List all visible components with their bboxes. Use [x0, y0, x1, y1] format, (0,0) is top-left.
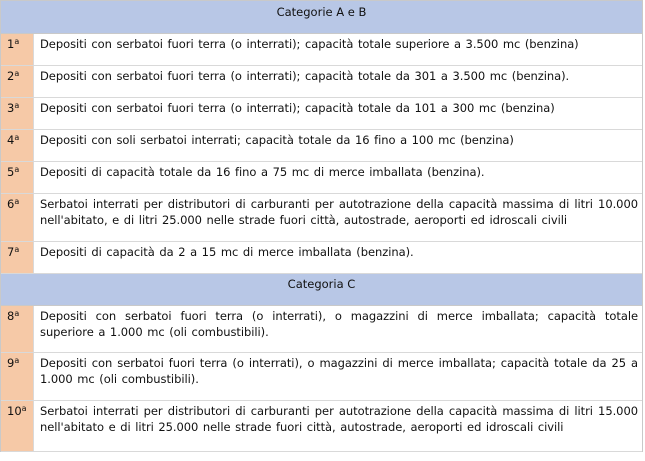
row-description: Depositi di capacità da 2 a 15 mc di merce imballata (benzina). — [40, 245, 414, 259]
table-row — [1, 162, 642, 194]
row-description: Depositi con serbatoi fuori terra (o interrati), o magazzini di merce imballata; capacità totale da 25 a 1.000 mc (oli combustibili). — [40, 356, 638, 386]
table-row — [1, 98, 642, 130]
table-row — [1, 130, 642, 162]
table-row — [1, 66, 642, 98]
section-header-c: Categoria C — [1, 274, 642, 306]
row-description: Serbatoi interrati per distributori di carburanti per autotrazione della capacità massima di litri 10.000 nell'abitato, e di litri 25.000 nelle strade fuori città, autostrade, aeroporti ed idroscali civili — [40, 197, 638, 227]
row-description: Depositi con serbatoi fuori terra (o interrati); capacità totale da 101 a 300 mc (benzina) — [40, 101, 555, 115]
table-row — [1, 401, 642, 452]
row-description: Serbatoi interrati per distributori di carburanti per autotrazione della capacità massima di litri 15.000 nell'abitato e di litri 25.000 nelle strade fuori città, autostrade, aeroporti ed idroscali civili — [40, 404, 638, 434]
row-description: Depositi di capacità totale da 16 fino a 75 mc di merce imballata (benzina). — [40, 165, 485, 179]
row-number: 7$^a$ — [1, 242, 34, 273]
table-row — [1, 194, 642, 242]
row-number: 2$^a$ — [1, 66, 34, 97]
table-row — [1, 353, 642, 401]
row-number: 3$^a$ — [1, 98, 34, 129]
row-number: 10$^a$ — [1, 401, 34, 451]
table-row — [1, 34, 642, 66]
row-description: Depositi con serbatoi fuori terra (o interrati); capacità totale superiore a 3.500 mc (benzina) — [40, 37, 579, 51]
section-header-a-b: Categorie A e B — [1, 1, 642, 34]
row-description: Depositi con serbatoi fuori terra (o interrati); capacità totale da 301 a 3.500 mc (benzina). — [40, 69, 570, 83]
row-description: Depositi con serbatoi fuori terra (o interrati), o magazzini di merce imballata; capacità totale superiore a 1.000 mc (oli combustibili). — [40, 309, 638, 339]
row-description: Depositi con soli serbatoi interrati; capacità totale da 16 fino a 100 mc (benzina) — [40, 133, 514, 147]
table-row — [1, 306, 642, 353]
row-number: 4$^a$ — [1, 130, 34, 161]
row-number: 1$^a$ — [1, 34, 34, 65]
row-number: 8$^a$ — [1, 306, 34, 352]
table-row — [1, 242, 642, 274]
row-number: 5$^a$ — [1, 162, 34, 193]
row-number: 9$^a$ — [1, 353, 34, 400]
row-number: 6$^a$ — [1, 194, 34, 241]
